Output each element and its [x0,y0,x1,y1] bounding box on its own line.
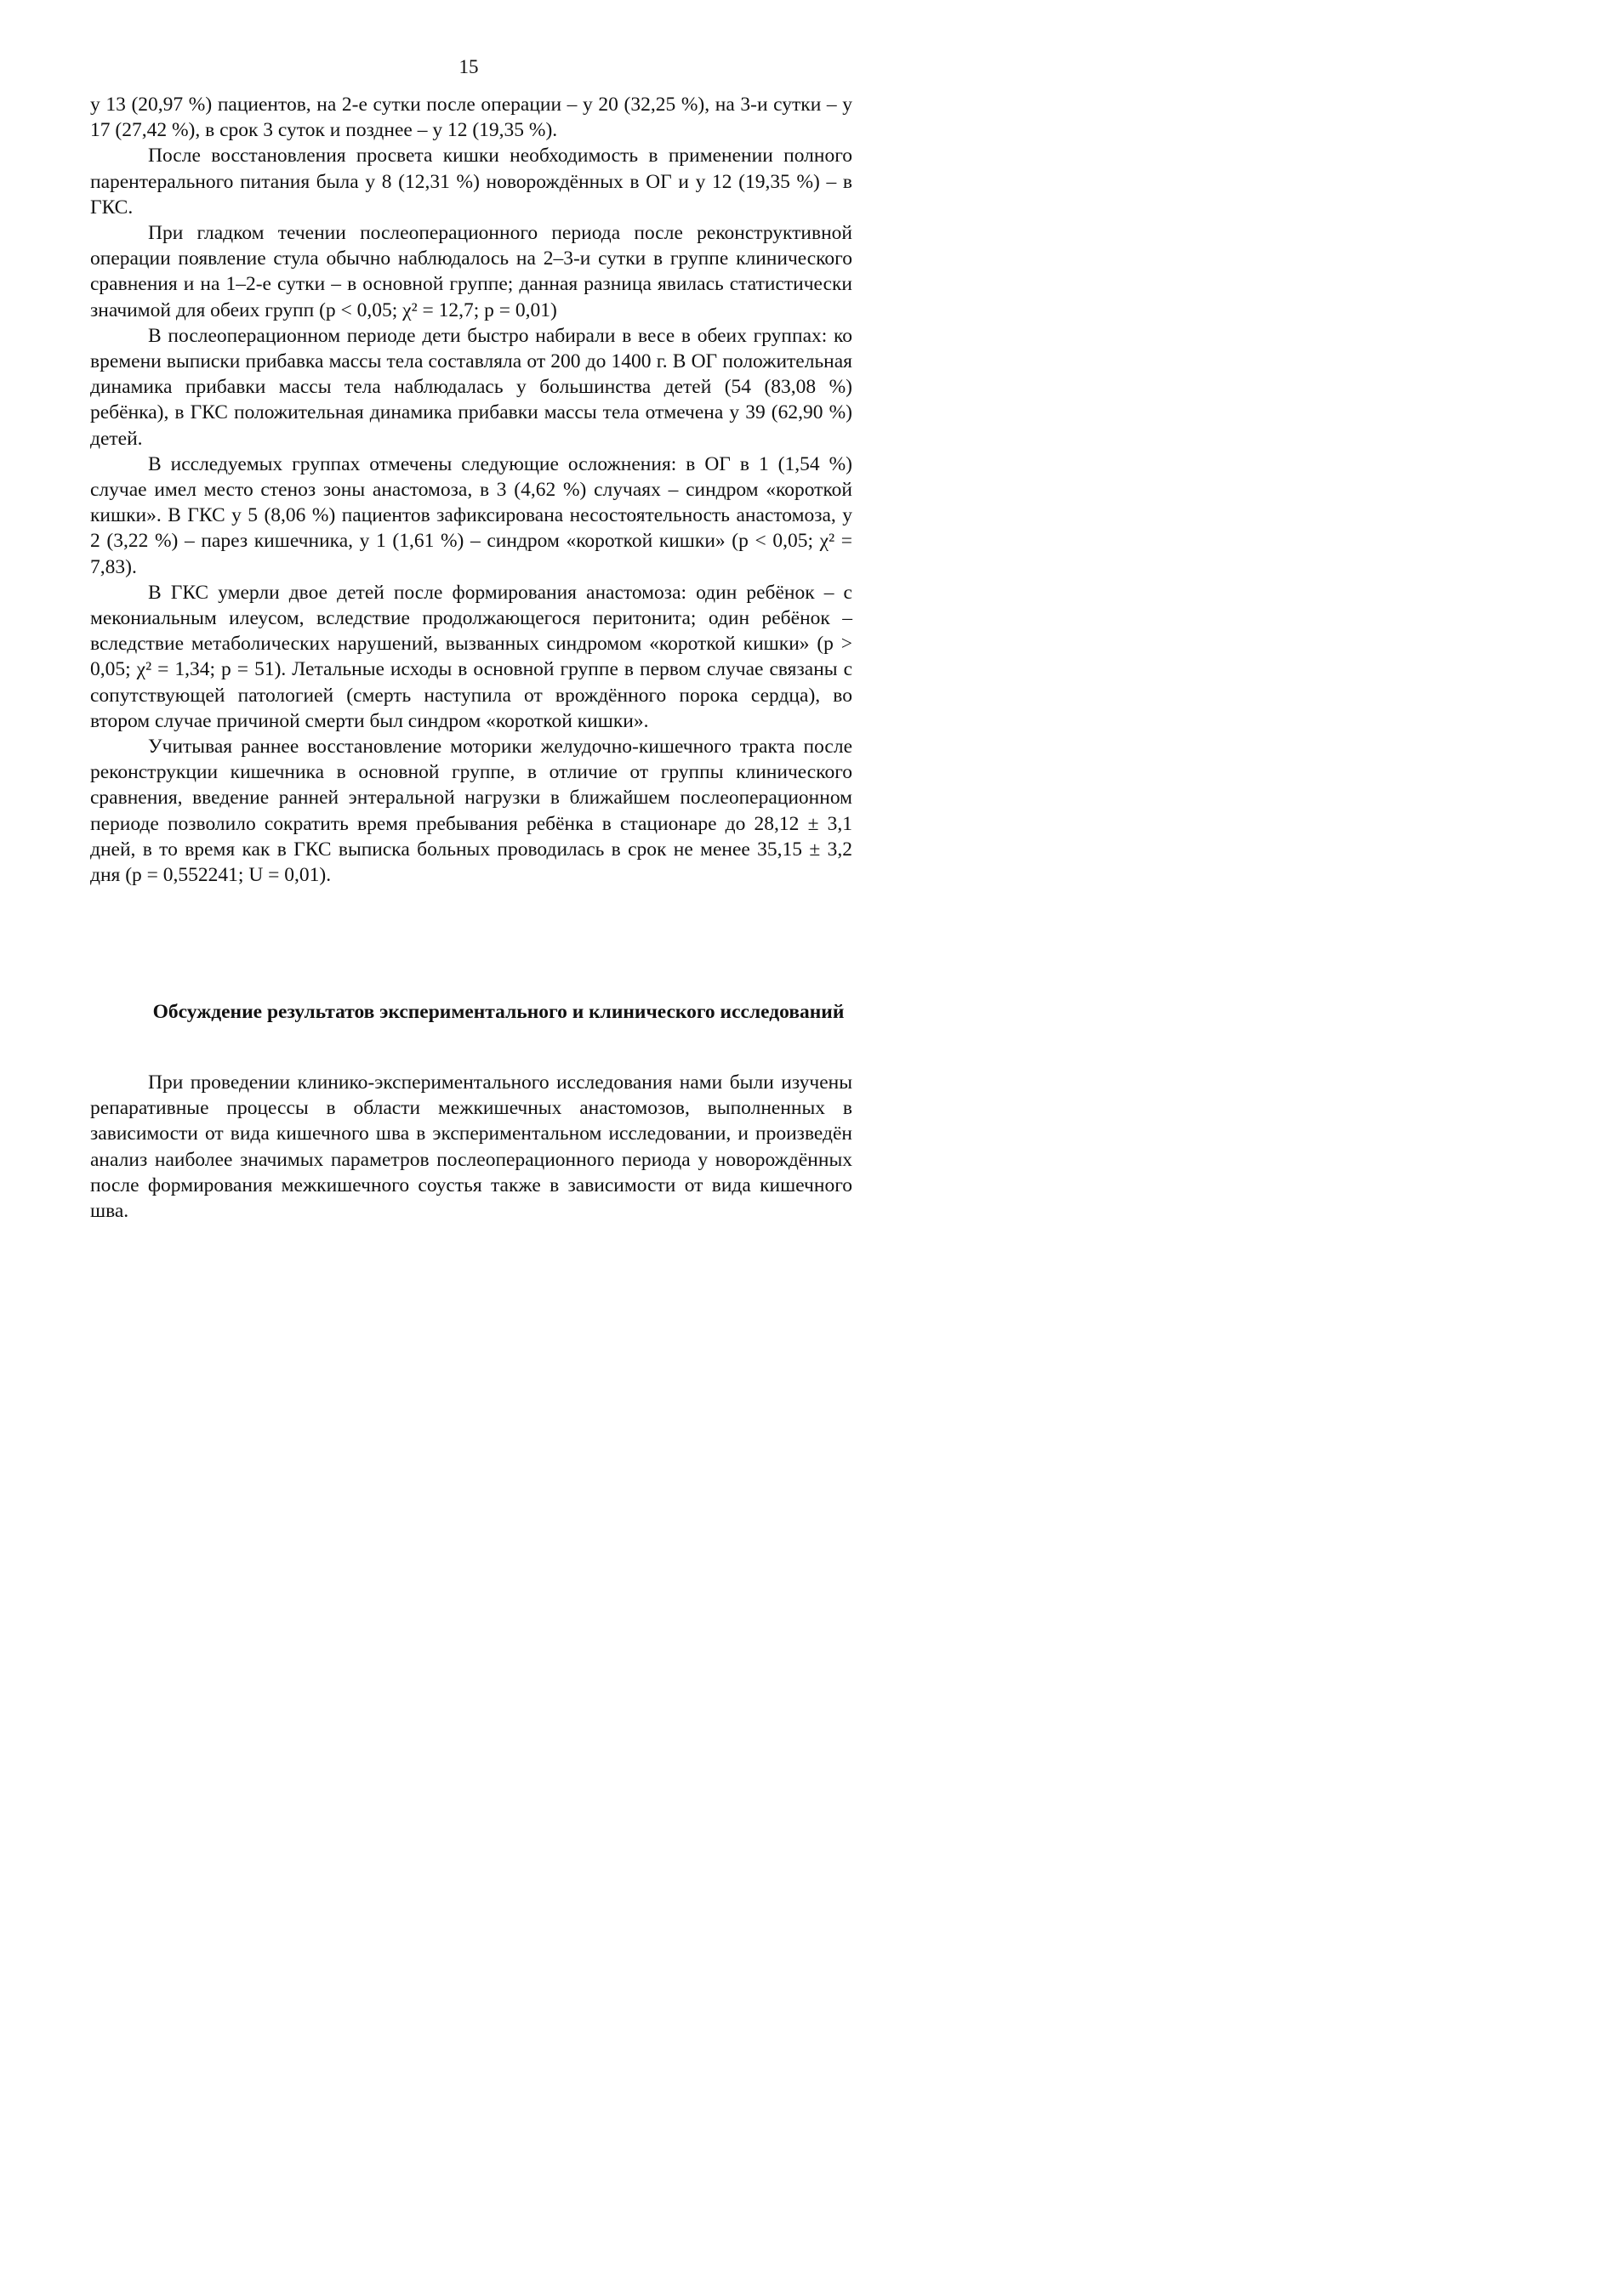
paragraph-hospital-stay: Учитывая раннее восстановление моторики желудочно-кишечного тракта после реконструкции кишечника в основной группе, в отличие от группы клинического сравнения, введение ранней энтеральной нагрузки в ближайшем послеоперационном периоде позволило сократить время пребывания ребёнка в стационаре до 28,12 ± 3,1 дней, в то время как в ГКС выписка больных проводилась в срок не менее 35,15 ± 3,2 дня (p = 0,552241; U = 0,01). [90,736,852,887]
paragraph-parenteral-nutrition: После восстановления просвета кишки необходимость в применении полного парентерального питания была у 8 (12,31 %) новорождённых в ОГ и у 12 (19,35 %) – в ГКС. [90,145,852,219]
paragraph-mortality: В ГКС умерли двое детей после формирования анастомоза: один ребёнок – с мекониальным илеусом, вследствие продолжающегося перитонита; один ребёнок – вследствие метаболических нарушений, вызванных синдромом «короткой кишки» (p > 0,05; χ² = 1,34; p = 51). Летальные исходы в основной группе в первом случае связаны с сопутствующей патологией (смерть наступила от врождённого порока сердца), во втором случае причиной смерти был синдром «короткой кишки». [90,581,852,732]
paragraph-weight-gain: В послеоперационном периоде дети быстро набирали в весе в обеих группах: ко времени выписки прибавка массы тела составляла от 200 до 1400 г. В ОГ положительная динамика прибавки массы тела наблюдалась у большинства детей (54 (83,08 %) ребёнка), в ГКС положительная динамика прибавки массы тела отмечена у 39 (62,90 %) детей. [90,324,852,450]
paragraph-complications: В исследуемых группах отмечены следующие осложнения: в ОГ в 1 (1,54 %) случае имел место стеноз зоны анастомоза, в 3 (4,62 %) случаях – синдром «короткой кишки». В ГКС у 5 (8,06 %) пациентов зафиксирована несостоятельность анастомоза, у 2 (3,22 %) – парез кишечника, у 1 (1,61 %) – синдром «короткой кишки» (p < 0,05; χ² = 7,83). [90,452,852,578]
paragraph-continuation: у 13 (20,97 %) пациентов, на 2-е сутки после операции – у 20 (32,25 %), на 3-и сутки – у 17 (27,42 %), в срок 3 суток и позднее – у 12 (19,35 %). [90,94,852,142]
page-number: 15 [458,56,479,77]
paragraph-discussion-intro: При проведении клинико-экспериментального исследования нами были изучены репаративные процессы в области межкишечных анастомозов, выполненных в зависимости от вида кишечного шва в экспериментальном исследовании, и произведён анализ наиболее значимых параметров послеоперационного периода у новорождённых после формирования межкишечного соустья также в зависимости от вида кишечного шва. [90,1071,852,1223]
section-heading: Обсуждение результатов экспериментального и клинического исследований [152,1001,845,1023]
section-text [90,1070,852,1224]
main-text [90,92,852,888]
paragraph-stool-onset: При гладком течении послеоперационного периода после реконструктивной операции появление стула обычно наблюдалось на 2–3-и сутки в группе клинического сравнения и на 1–2-е сутки – в основной группе; данная разница явилась статистически значимой для обеих групп (p < 0,05; χ² = 12,7; p = 0,01) [90,222,852,321]
